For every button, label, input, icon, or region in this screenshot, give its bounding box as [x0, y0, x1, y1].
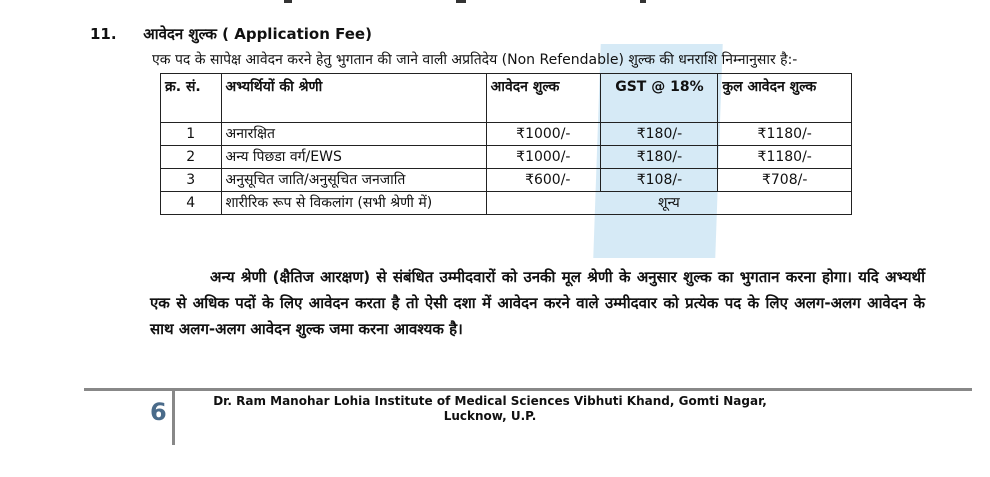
table-row — [161, 123, 852, 146]
header-sno: क्र. सं. — [161, 74, 222, 123]
footer-vertical-divider — [172, 389, 175, 445]
cell-gst: ₹180/- — [601, 123, 718, 146]
footer-divider — [84, 388, 972, 391]
cell-sno: 1 — [161, 123, 222, 146]
fee-note-text: अन्य श्रेणी (क्षैतिज आरक्षण) से संबंधित उम्मीदवारों को उनकी मूल श्रेणी के अनुसार शुल्क का भुगतान करना होगा। यदि अभ्यर्थी एक से अधिक पदों के लिए आवेदन करता है तो ऐसी दशा में आवेदन करने वाले उम्मीदवार को प्रत्येक पद के लिए अलग-अलग आवेदन के साथ अलग-अलग आवेदन शुल्क जमा करना आवश्यक है। — [150, 268, 925, 338]
table-row — [161, 146, 852, 169]
fee-table — [160, 73, 852, 215]
header-total-fee: कुल आवेदन शुल्क — [718, 74, 852, 123]
section-title-hindi: आवेदन शुल्क — [143, 25, 217, 43]
cell-nil-fee: शून्य — [486, 192, 851, 215]
cell-sno: 2 — [161, 146, 222, 169]
footer-institute-name: Dr. Ram Manohar Lohia Institute of Medical Sciences Vibhuti Khand, Gomti Nagar, Lucknow, U.P. — [213, 394, 767, 423]
intro-text: एक पद के सापेक्ष आवेदन करने हेतु भुगतान की जाने वाली अप्रतिदेय (Non Refendable) शुल्क की धनराशि निम्नानुसार है:- — [152, 52, 798, 68]
cell-total: ₹708/- — [718, 169, 852, 192]
section-heading — [90, 24, 372, 44]
cell-sno: 4 — [161, 192, 222, 215]
cell-fee: ₹600/- — [486, 169, 601, 192]
cell-gst: ₹180/- — [601, 146, 718, 169]
cell-total: ₹1180/- — [718, 146, 852, 169]
cell-category: अनारक्षित — [221, 123, 486, 146]
header-application-fee: आवेदन शुल्क — [486, 74, 601, 123]
cell-total: ₹1180/- — [718, 123, 852, 146]
cell-category: अनुसूचित जाति/अनुसूचित जनजाति — [221, 169, 486, 192]
table-row — [161, 169, 852, 192]
section-number: 11. — [90, 25, 117, 43]
header-category: अभ्यर्थियों की श्रेणी — [221, 74, 486, 123]
cell-fee: ₹1000/- — [486, 123, 601, 146]
cell-gst: ₹108/- — [601, 169, 718, 192]
fee-table-header — [161, 74, 852, 123]
page-number: 6 — [150, 398, 167, 426]
fee-note-paragraph — [150, 264, 925, 342]
cell-fee: ₹1000/- — [486, 146, 601, 169]
header-gst: GST @ 18% — [601, 74, 718, 123]
cell-category: अन्य पिछडा वर्ग/EWS — [221, 146, 486, 169]
section-title-english: ( Application Fee) — [222, 25, 372, 43]
table-row — [161, 192, 852, 215]
cell-category: शारीरिक रूप से विकलांग (सभी श्रेणी में) — [221, 192, 486, 215]
top-edge-marks — [0, 0, 990, 6]
cell-sno: 3 — [161, 169, 222, 192]
